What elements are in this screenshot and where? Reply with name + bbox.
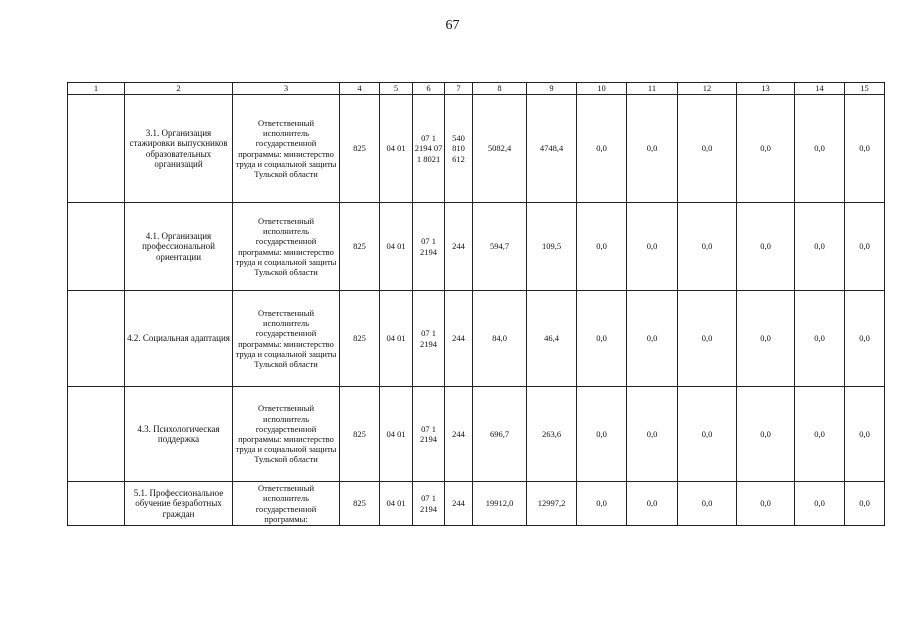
value-cell: 0,0	[627, 291, 678, 387]
value-cell: 0,0	[577, 95, 627, 203]
row-number-cell	[68, 387, 125, 482]
table-row	[68, 203, 885, 291]
value-cell: 696,7	[473, 387, 527, 482]
grbs-cell: 825	[340, 291, 380, 387]
value-cell: 0,0	[678, 203, 737, 291]
section-cell: 04 01	[380, 291, 413, 387]
column-header: 9	[527, 83, 577, 95]
expense-type-cell: 244	[445, 387, 473, 482]
row-number-cell	[68, 482, 125, 526]
header-row	[68, 83, 885, 95]
column-header: 3	[233, 83, 340, 95]
section-cell: 04 01	[380, 203, 413, 291]
row-number-cell	[68, 291, 125, 387]
expense-type-cell: 244	[445, 291, 473, 387]
value-cell: 0,0	[845, 203, 885, 291]
value-cell: 0,0	[737, 482, 795, 526]
value-cell: 0,0	[577, 482, 627, 526]
event-name-cell: 3.1. Организация стажировки выпускников образовательных организаций	[125, 95, 233, 203]
grbs-cell: 825	[340, 482, 380, 526]
responsible-cell: Ответственный исполнитель государственной программы: министерство труда и социальной защиты Тульской области	[233, 203, 340, 291]
event-name-cell: 4.3. Психологическая поддержка	[125, 387, 233, 482]
grbs-cell: 825	[340, 387, 380, 482]
value-cell: 12997,2	[527, 482, 577, 526]
value-cell: 0,0	[845, 95, 885, 203]
row-number-cell	[68, 203, 125, 291]
column-header: 14	[795, 83, 845, 95]
section-cell: 04 01	[380, 482, 413, 526]
value-cell: 0,0	[845, 291, 885, 387]
column-header: 4	[340, 83, 380, 95]
event-name-cell: 4.2. Социальная адаптация	[125, 291, 233, 387]
event-name-cell: 5.1. Профессиональное обучение безработных граждан	[125, 482, 233, 526]
value-cell: 4748,4	[527, 95, 577, 203]
value-cell: 0,0	[627, 387, 678, 482]
value-cell: 0,0	[678, 387, 737, 482]
value-cell: 594,7	[473, 203, 527, 291]
responsible-cell: Ответственный исполнитель государственной программы: министерство труда и социальной защиты Тульской области	[233, 291, 340, 387]
row-number-cell	[68, 95, 125, 203]
value-cell: 109,5	[527, 203, 577, 291]
page-number: 67	[445, 18, 460, 33]
value-cell: 19912,0	[473, 482, 527, 526]
column-header: 11	[627, 83, 678, 95]
column-header: 5	[380, 83, 413, 95]
value-cell: 0,0	[737, 387, 795, 482]
target-article-cell: 07 1 2194	[413, 291, 445, 387]
table-row	[68, 95, 885, 203]
column-header: 1	[68, 83, 125, 95]
value-cell: 0,0	[627, 203, 678, 291]
column-header: 8	[473, 83, 527, 95]
value-cell: 0,0	[795, 95, 845, 203]
target-article-cell: 07 1 2194	[413, 203, 445, 291]
value-cell: 0,0	[737, 95, 795, 203]
value-cell: 0,0	[845, 387, 885, 482]
value-cell: 0,0	[678, 95, 737, 203]
column-header: 15	[845, 83, 885, 95]
expense-type-cell: 244	[445, 482, 473, 526]
column-header: 2	[125, 83, 233, 95]
value-cell: 84,0	[473, 291, 527, 387]
budget-table	[67, 82, 885, 526]
column-header: 13	[737, 83, 795, 95]
value-cell: 0,0	[678, 482, 737, 526]
value-cell: 46,4	[527, 291, 577, 387]
value-cell: 0,0	[577, 387, 627, 482]
value-cell: 5082,4	[473, 95, 527, 203]
responsible-cell: Ответственный исполнитель государственной программы:	[233, 482, 340, 526]
column-header: 6	[413, 83, 445, 95]
value-cell: 0,0	[795, 387, 845, 482]
responsible-cell: Ответственный исполнитель государственной программы: министерство труда и социальной защиты Тульской области	[233, 95, 340, 203]
column-header: 7	[445, 83, 473, 95]
value-cell: 0,0	[737, 203, 795, 291]
value-cell: 0,0	[577, 291, 627, 387]
grbs-cell: 825	[340, 95, 380, 203]
value-cell: 0,0	[627, 95, 678, 203]
grbs-cell: 825	[340, 203, 380, 291]
section-cell: 04 01	[380, 95, 413, 203]
responsible-cell: Ответственный исполнитель государственной программы: министерство труда и социальной защиты Тульской области	[233, 387, 340, 482]
event-name-cell: 4.1. Организация профессиональной ориентации	[125, 203, 233, 291]
value-cell: 263,6	[527, 387, 577, 482]
table-row	[68, 482, 885, 526]
target-article-cell: 07 1 2194	[413, 387, 445, 482]
table-row	[68, 291, 885, 387]
column-header: 12	[678, 83, 737, 95]
value-cell: 0,0	[795, 291, 845, 387]
expense-type-cell: 244	[445, 203, 473, 291]
value-cell: 0,0	[845, 482, 885, 526]
value-cell: 0,0	[627, 482, 678, 526]
table-row	[68, 387, 885, 482]
section-cell: 04 01	[380, 387, 413, 482]
target-article-cell: 07 1 2194 07 1 8021	[413, 95, 445, 203]
expense-type-cell: 540 810 612	[445, 95, 473, 203]
target-article-cell: 07 1 2194	[413, 482, 445, 526]
value-cell: 0,0	[795, 482, 845, 526]
column-header: 10	[577, 83, 627, 95]
value-cell: 0,0	[795, 203, 845, 291]
value-cell: 0,0	[577, 203, 627, 291]
value-cell: 0,0	[678, 291, 737, 387]
value-cell: 0,0	[737, 291, 795, 387]
